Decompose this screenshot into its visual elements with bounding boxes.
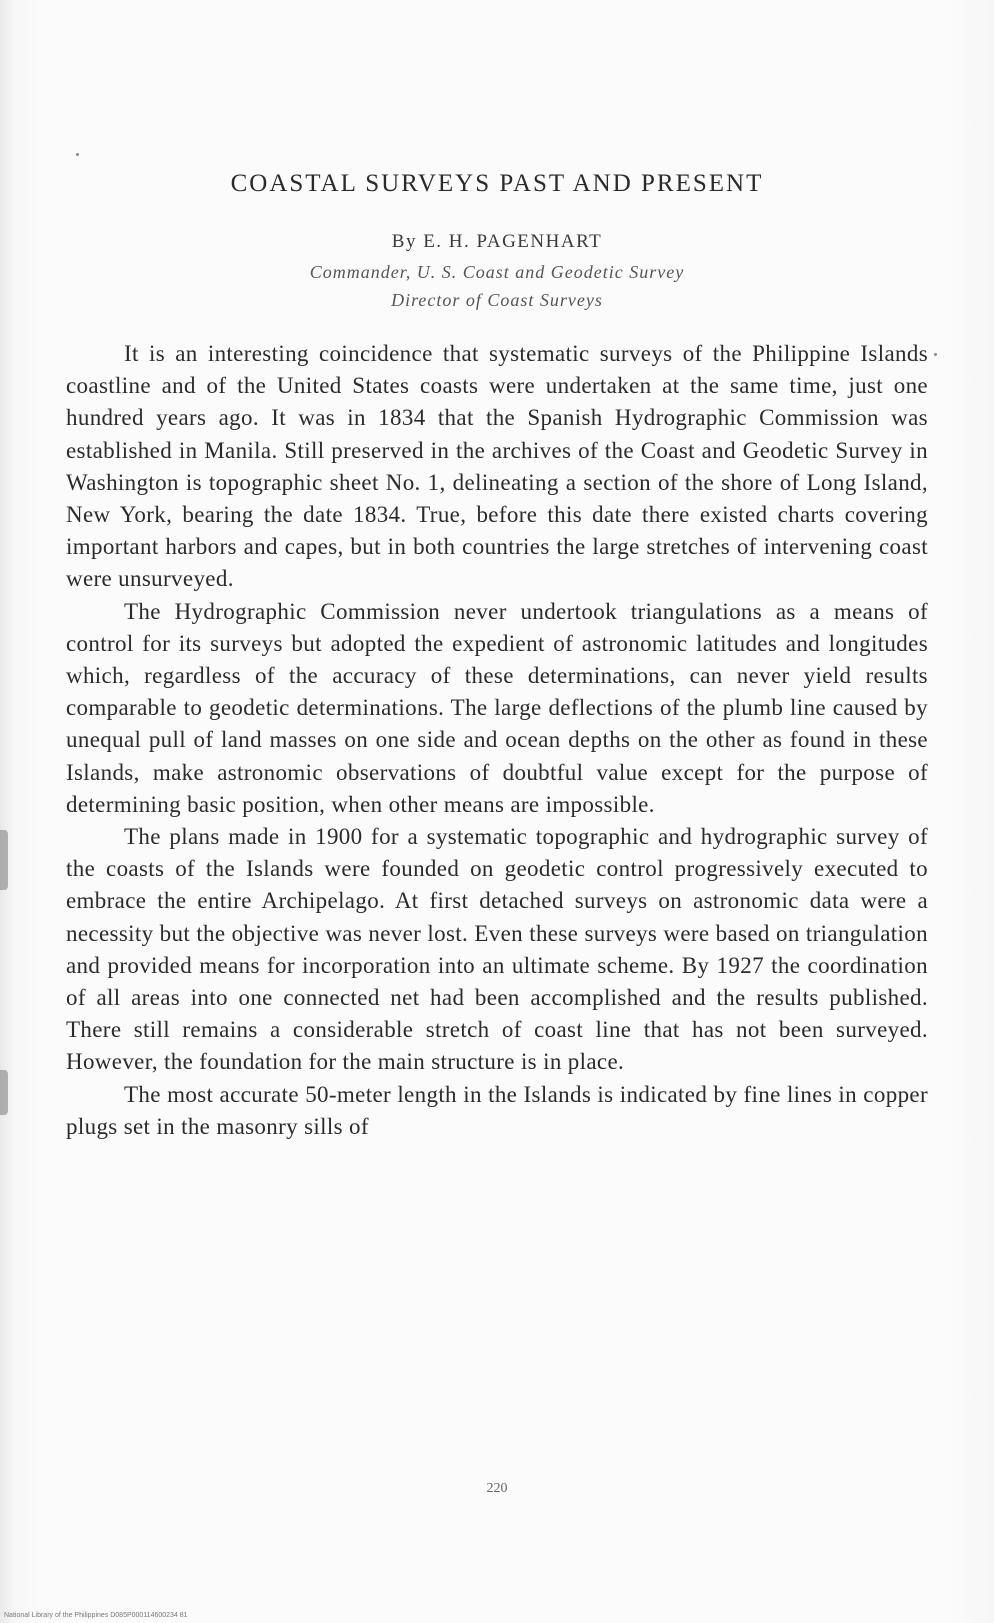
paragraph: It is an interesting coincidence that systematic surveys of the Philippine Islands coastline and of the United States coasts were undertaken at the same time, just one hundred years ago. It was in 1834 that the Spanish Hydrographic Commission was established in Manila. Still preserved in the archives of the Coast and Geodetic Survey in Washington is topographic sheet No. 1, delineating a section of the shore of Long Island, New York, bearing the date 1834. True, before this date there existed charts covering important harbors and capes, but in both countries the large stretches of intervening coast were unsurveyed. [66, 341, 928, 592]
scan-speck [76, 153, 79, 156]
page-number: 220 [486, 1481, 508, 1496]
article-title: COASTAL SURVEYS PAST AND PRESENT [230, 170, 764, 197]
library-stamp: National Library of the Philippines D085P000114600234 81 [4, 1612, 188, 1619]
article-body [66, 338, 928, 1143]
binding-edge-mark [0, 1070, 8, 1115]
author-affiliation: Commander, U. S. Coast and Geodetic Survey [309, 262, 685, 282]
author-title: Director of Coast Surveys [391, 290, 603, 310]
paragraph: The Hydrographic Commission never undertook triangulations as a means of control for its surveys but adopted the expedient of astronomic latitudes and longitudes which, regardless of the accuracy of these determinations, can never yield results comparable to geodetic determinations. The large deflections of the plumb line caused by unequal pull of land masses on one side and ocean depths on the other as found in these Islands, make astronomic observations of doubtful value except for the purpose of determining basic position, when other means are impossible. [66, 598, 928, 817]
binding-edge-mark [0, 830, 8, 890]
author-byline: By E. H. PAGENHART [391, 231, 603, 252]
paragraph: The most accurate 50-meter length in the Islands is indicated by fine lines in copper plugs set in the masonry sills of [66, 1081, 928, 1139]
paragraph: The plans made in 1900 for a systematic topographic and hydrographic survey of the coasts of the Islands were founded on geodetic control progressively executed to embrace the entire Archipelago. At first detached surveys on astronomic data were a necessity but the objective was never lost. Even these surveys were based on triangulation and provided means for incorporation into an ultimate scheme. By 1927 the coordination of all areas into one connected net had been accomplished and the results published. There still remains a considerable stretch of coast line that has not been surveyed. However, the foundation for the main structure is in place. [66, 824, 928, 1075]
scan-speck [934, 353, 937, 356]
